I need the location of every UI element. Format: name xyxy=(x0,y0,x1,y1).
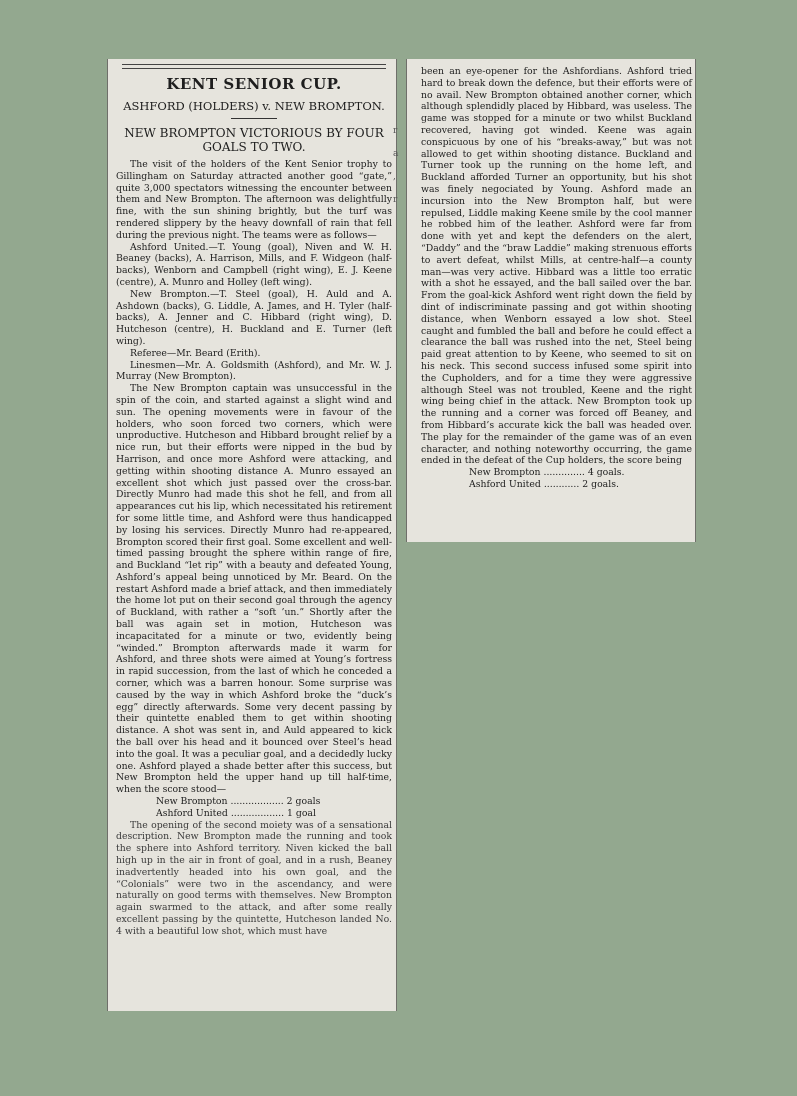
leader-dots: .............. xyxy=(543,467,585,479)
score-value: 2 goals. xyxy=(582,478,619,490)
paragraph-brompton-team: New Brompton.—T. Steel (goal), H. Auld and A. Ashdown (backs), G. Liddle, A. James, and H. Tyler (half-backs), A. Jenner and C. Hibbard (right wing), D. Hutcheson (centre), H. Buckland and E. Turner (left wing). xyxy=(116,288,392,347)
paragraph-intro: The visit of the holders of the Kent Senior trophy to Gillingham on Saturday attracted another good “gate,” quite 3,000 spectators witnessing the encounter between them and New Brompton. The afternoon was delightfully fine, with the sun shining brightly, but the turf was rendered slippery by the heavy downfall of rain that fell during the previous night. The teams were as follows— xyxy=(116,159,392,241)
paragraph-first-half: The New Brompton captain was unsuccessful in the spin of the coin, and started against a slight wind and sun. The opening movements were in favour of the holders, who soon forced two corners, which were unproductive. Hutcheson and Hibbard brought relief by a nice run, but their efforts were nipped in the bud by Harrison, and once more Ashford were attacking, and getting within shooting distance A. Munro essayed an excellent shot which just passed over the cross-bar. Directly Munro had made this shot he fell, and from all appearances cut his lip, which necessitated his retirement for some little time, and Ashford were thus handicapped by losing his services. Directly Munro had re-appeared, Brompton scored their first goal. Some excellent and well-timed passing brought the sphere within range of fire, and Buckland “let rip” with a beauty and defeated Young, Ashford’s appeal being unnoticed by Mr. Beard. On the restart Ashford made a brief attack, and then immediately the home lot put on their second goal through the agency of Buckland, with rather a “soft ’un.” Shortly after the ball was again set in motion, Hutcheson was incapacitated for a minute or two, evidently being “winded.” Brompton afterwards made it warm for Ashford, and three shots were aimed at Young’s fortress in rapid succession, from the last of which he conceded a corner, which was a barren honour. Some surprise was caused by the way in which Ashford broke the “duck’s egg” directly afterwards. Some very decent passing by their quintette enabled them to get within shooting distance. A shot was sent in, and Auld appeared to kick the ball over his head and it bounced over Steel’s head into the goal. It was a peculiar goal, and a decidedly lucky one. Ashford played a shade better after this success, but New Brompton held the upper hand up till half-time, when the score stood— xyxy=(116,383,392,796)
leader-dots: .................. xyxy=(230,807,285,819)
paragraph-second-half: The opening of the second moiety was of a sensational description. New Brompton made the running and took the sphere into Ashford territory. Niven kicked the ball high up in the air in front of goal, and in a rush, Beaney inadvertently headed into his own goal, and the “Colonials” were two in the ascendancy, and were naturally on good terms with themselves. New Brompton again swarmed to the attack, and after some really excellent passing by the quintette, Hutcheson landed No. 4 with a beautiful low shot, which must have xyxy=(116,819,392,937)
paragraph-referee: Referee—Mr. Beard (Erith). xyxy=(130,347,261,359)
divider xyxy=(231,118,277,119)
paragraph-linesmen: Linesmen—Mr. A. Goldsmith (Ashford), and Mr. W. J. Murray (New Brompton). xyxy=(116,359,392,383)
paragraph-ashford-team: Ashford United.—T. Young (goal), Niven and W. H. Beaney (backs), A. Harrison, Mills, and F. Widgeon (half-backs), Wenborn and Campbell (right wing), E. J. Keene (centre), A. Munro and Holley (left wing). xyxy=(116,241,392,288)
score-value: 4 goals. xyxy=(587,467,625,479)
article-clipping-right xyxy=(406,59,696,542)
leader-dots: ............ xyxy=(543,478,580,490)
article-heading: KENT SENIOR CUP. xyxy=(166,75,342,93)
team-name: New Brompton xyxy=(156,796,228,808)
top-rule xyxy=(122,64,386,69)
margin-mark: a xyxy=(393,149,399,159)
leader-dots: .................. xyxy=(230,796,284,808)
final-score-row xyxy=(421,479,692,491)
article-body xyxy=(116,159,392,938)
team-name: Ashford United xyxy=(469,478,541,490)
article-clipping-left xyxy=(107,59,397,1011)
team-name: New Brompton xyxy=(469,467,541,479)
article-headline: NEW BROMPTON VICTORIOUS BY FOUR GOALS TO TWO. xyxy=(124,126,384,154)
team-name: Ashford United xyxy=(156,807,228,819)
paragraph-continued: been an eye-opener for the Ashfordians. Ashford tried hard to break down the defence, but their efforts were of no avail. New Brompton obtained another corner, which although splendidly placed by Hibbard, was useless. The game was stopped for a minute or two whilst Buckland recovered, having got winded. Keene was again conspicuous by one of his “breaks-away,” but was not allowed to get within shooting distance. Buckland and Turner took up the running on the home left, and Buckland afforded Turner an opportunity, but his shot was finely negociated by Young. Ashford made an incursion into the New Brompton half, but were repulsed, Liddle making Keene smile by the cool manner he robbed him of the leather. Ashford were far from done with yet and kept the defenders on the alert, “Daddy” and the “braw Laddie” making strenuous efforts to avert defeat, whilst Mills, at centre-half—a county man—was very active. Hibbard was a little too erratic with a shot he essayed, and the ball sailed over the bar. From the goal-kick Ashford went right down the field by dint of indiscriminate passing and got within shooting distance, when Wenborn essayed a low shot. Steel caught and fumbled the ball and before he could effect a clearance the ball was rushed into the net, Steel being paid great attention to by Keene, who seemed to sit on his neck. This second success infused some spirit into the Cupholders, and for a time they were aggressive although Steel was not troubled, Keene and the right wing being chief in the attack. New Brompton took up the running and a corner was forced off Beaney, and from Hibbard’s accurate kick the ball was headed over. The play for the remainder of the game was of an even character, and nothing noteworthy occurring, the game ended in the defeat of the Cup holders, the score being xyxy=(421,66,692,467)
match-subheading: ASHFORD (HOLDERS) v. NEW BROMPTON. xyxy=(123,99,385,113)
margin-mark: r xyxy=(393,126,398,136)
final-score-row xyxy=(421,467,692,479)
half-time-score-row xyxy=(116,796,392,808)
score-value: 2 goals xyxy=(286,796,321,808)
half-time-score-row xyxy=(116,808,392,820)
score-value: 1 goal xyxy=(287,807,316,819)
margin-fragments xyxy=(393,120,405,212)
article-body-continued xyxy=(421,66,692,491)
margin-mark: r xyxy=(393,195,398,205)
margin-mark: , xyxy=(393,172,396,182)
